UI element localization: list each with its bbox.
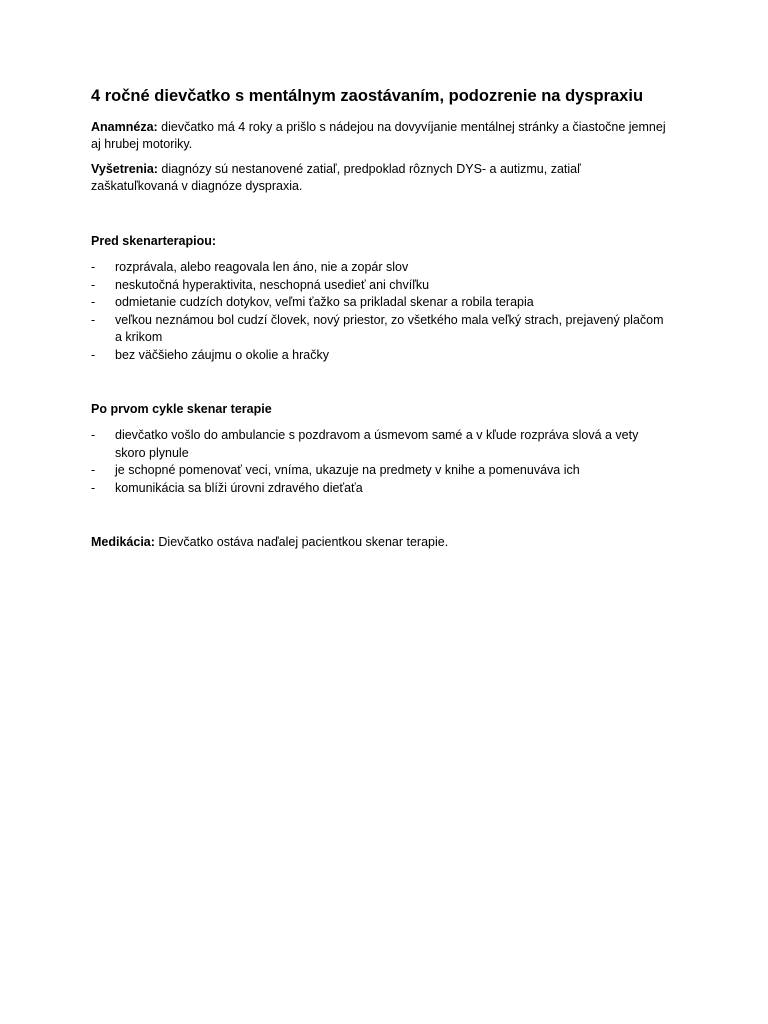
list-item-text: bez väčšieho záujmu o okolie a hračky — [115, 347, 330, 362]
list-item-text: dievčatko vošlo do ambulancie s pozdravom a úsmevom samé a v kľude rozpráva slová a vety skoro plynule — [115, 428, 639, 460]
anamneza-text: dievčatko má 4 roky a prišlo s nádejou na dovyvíjanie mentálnej stránky a čiastočne jemnej aj hrubej motoriky. — [91, 120, 666, 151]
list-item — [91, 347, 671, 365]
list-item-text: veľkou neznámou bol cudzí človek, nový priestor, zo všetkého mala veľký strach, prejavený plačom a krikom — [115, 312, 664, 344]
pred-heading: Pred skenarterapiou: — [91, 234, 217, 248]
medikacia-paragraph — [91, 534, 671, 551]
list-item-text: je schopné pomenovať veci, vníma, ukazuje na predmety v knihe a pomenuváva ich — [115, 463, 580, 477]
list-item — [91, 294, 671, 312]
bullet-dash: - — [91, 428, 96, 442]
list-item-text: neskutočná hyperaktivita, neschopná usedieť ani chvíľku — [115, 277, 430, 292]
bullet-dash: - — [91, 463, 96, 477]
po-list — [91, 427, 671, 497]
list-item-text: odmietanie cudzích dotykov, veľmi ťažko sa prikladal skenar a robila terapia — [115, 295, 534, 309]
bullet-dash: - — [91, 277, 96, 292]
document-page — [91, 86, 671, 559]
list-item-text: komunikácia sa blíži úrovni zdravého dieťaťa — [115, 480, 363, 495]
list-item — [91, 259, 671, 277]
list-item — [91, 277, 671, 295]
vysetrenia-paragraph — [91, 161, 671, 195]
vysetrenia-label: Vyšetrenia: — [91, 162, 158, 176]
list-item — [91, 312, 671, 347]
list-item — [91, 427, 671, 462]
anamneza-paragraph — [91, 119, 671, 153]
po-heading: Po prvom cykle skenar terapie — [91, 402, 272, 416]
medikacia-text: Dievčatko ostáva naďalej pacientkou skenar terapie. — [154, 535, 449, 549]
pred-list — [91, 259, 671, 364]
anamneza-label: Anamnéza: — [91, 120, 158, 134]
bullet-dash: - — [91, 480, 96, 495]
bullet-dash: - — [91, 260, 96, 274]
medikacia-label: Medikácia: — [91, 535, 155, 549]
bullet-dash: - — [91, 347, 96, 362]
list-item — [91, 480, 671, 498]
bullet-dash: - — [91, 312, 96, 327]
document-title: 4 ročné dievčatko s mentálnym zaostávaním, podozrenie na dyspraxiu — [91, 87, 644, 105]
vysetrenia-text: diagnózy sú nestanovené zatiaľ, predpoklad rôznych DYS- a autizmu, zatiaľ zaškatuľkovaná v diagnóze dyspraxia. — [91, 162, 581, 193]
bullet-dash: - — [91, 295, 96, 309]
list-item-text: rozprávala, alebo reagovala len áno, nie a zopár slov — [115, 260, 409, 274]
list-item — [91, 462, 671, 480]
